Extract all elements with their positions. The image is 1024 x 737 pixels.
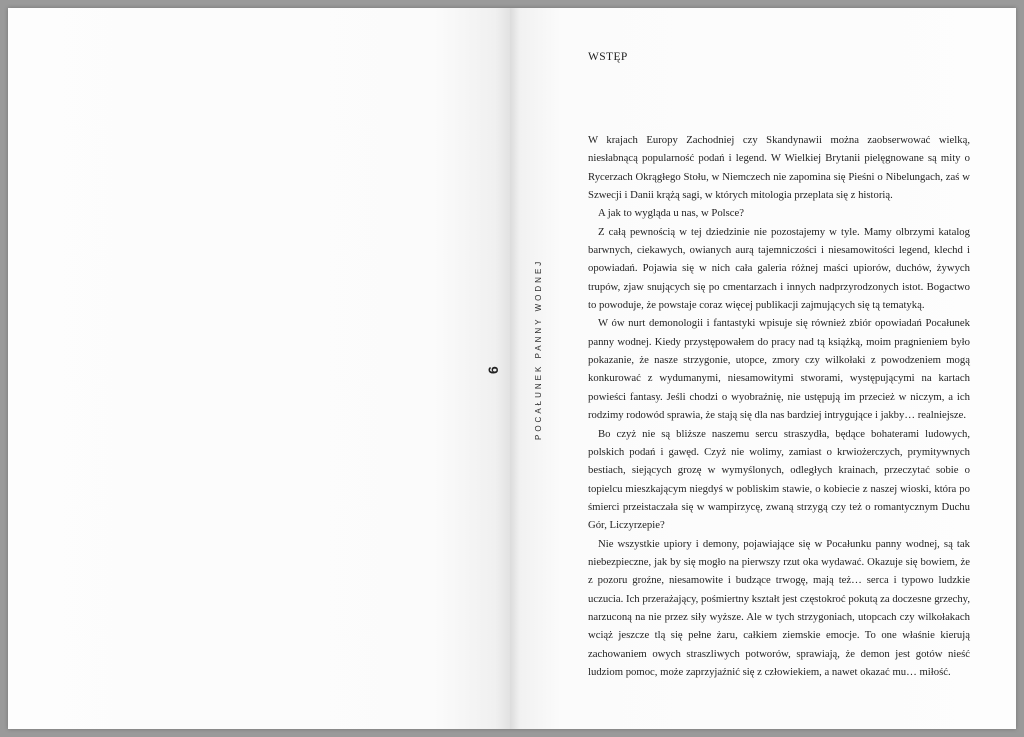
paragraph: Nie wszystkie upiory i demony, pojawiające się w Pocałunku panny wodnej, są tak niebezpieczne, jak by się mogło na pierwszy rzut oka wydawać. Okazuje się bowiem, że z pozoru groźne, niesamowite i budzące trwogę, mają też… serca i typowo ludzkie uczucia. Ich przerażający, pośmiertny kształt jest częstokroć pokutą za doczesne grzechy, narzuconą na nie przez siły wyższe. Ale w tych strzygoniach, utopcach czy wilkołakach wciąż jeszcze tlą się pełne żaru, całkiem ziemskie emocje. To one właśnie kierują zachowaniem owych straszliwych potworów, sprawiają, że demon jest gotów nieść ludziom pomoc, może zaprzyjaźnić się z człowiekiem, a nawet okazać mu… miłość. xyxy=(588,537,970,678)
paragraph: Bo czyż nie są bliższe naszemu sercu straszydła, będące bohaterami ludowych, polskich podań i gawęd. Czyż nie wolimy, zamiast o krwiożerczych, prymitywnych bestiach, siejących grozę w wymyślonych, odległych krainach, przeczytać sobie o topielcu mieszkającym niegdyś w pobliskim stawie, o kobiecie z naszej wioski, która po śmierci przeistaczała się w wampirzycę, zwaną strzygą czy też o romantycznym Duchu Gór, Liczyrzepie? xyxy=(588,427,970,532)
body-text xyxy=(588,131,970,681)
paragraph: W krajach Europy Zachodniej czy Skandynawii można zaobserwować wielką, niesłabnącą popularność podań i legend. W Wielkiej Brytanii pielęgnowane są mity o Rycerzach Okrągłego Stołu, w Niemczech nie zapomina się Pieśni o Nibelungach, zaś w Szwecji i Danii krążą sagi, w których mitologia przeplata się z historią. xyxy=(588,134,970,202)
chapter-heading: WSTĘP xyxy=(588,51,628,63)
paragraph: W ów nurt demonologii i fantastyki wpisuje się również zbiór opowiadań Pocałunek panny wodnej. Kiedy przystępowałem do pracy nad tą książką, moim pragnieniem było pokazanie, że nasze strzygonie, utopce, zmory czy wilkołaki z powodzeniem mogą konkurować z wydumanymi, niesamowitymi stworami, występującymi na kartach powieści fantasy. Jeśli chodzi o wyobraźnię, nie ustępują im przecież w niczym, a ich rodzimy rodowód sprawia, że stają się dla nas bardziej intrygujące i jakby… realniejsze. xyxy=(588,317,970,422)
left-page xyxy=(8,8,510,729)
paragraph: A jak to wygląda u nas, w Polsce? xyxy=(598,207,745,220)
page-number: 6 xyxy=(485,366,501,374)
running-header: POCAŁUNEK PANNY WODNEJ xyxy=(534,258,543,440)
paragraph: Z całą pewnością w tej dziedzinie nie pozostajemy w tyle. Mamy olbrzymi katalog barwnych, ciekawych, owianych aurą tajemniczości i niesamowitości legend, klechd i opowiadań. Pojawia się w nich cała galeria różnej maści upiorów, duchów, żywych trupów, zjaw snujących się po cmentarzach i innych nadprzyrodzonych istot. Bogactwo to powoduje, że powstaje coraz więcej publikacji zajmujących się tą tematyką. xyxy=(588,225,970,312)
